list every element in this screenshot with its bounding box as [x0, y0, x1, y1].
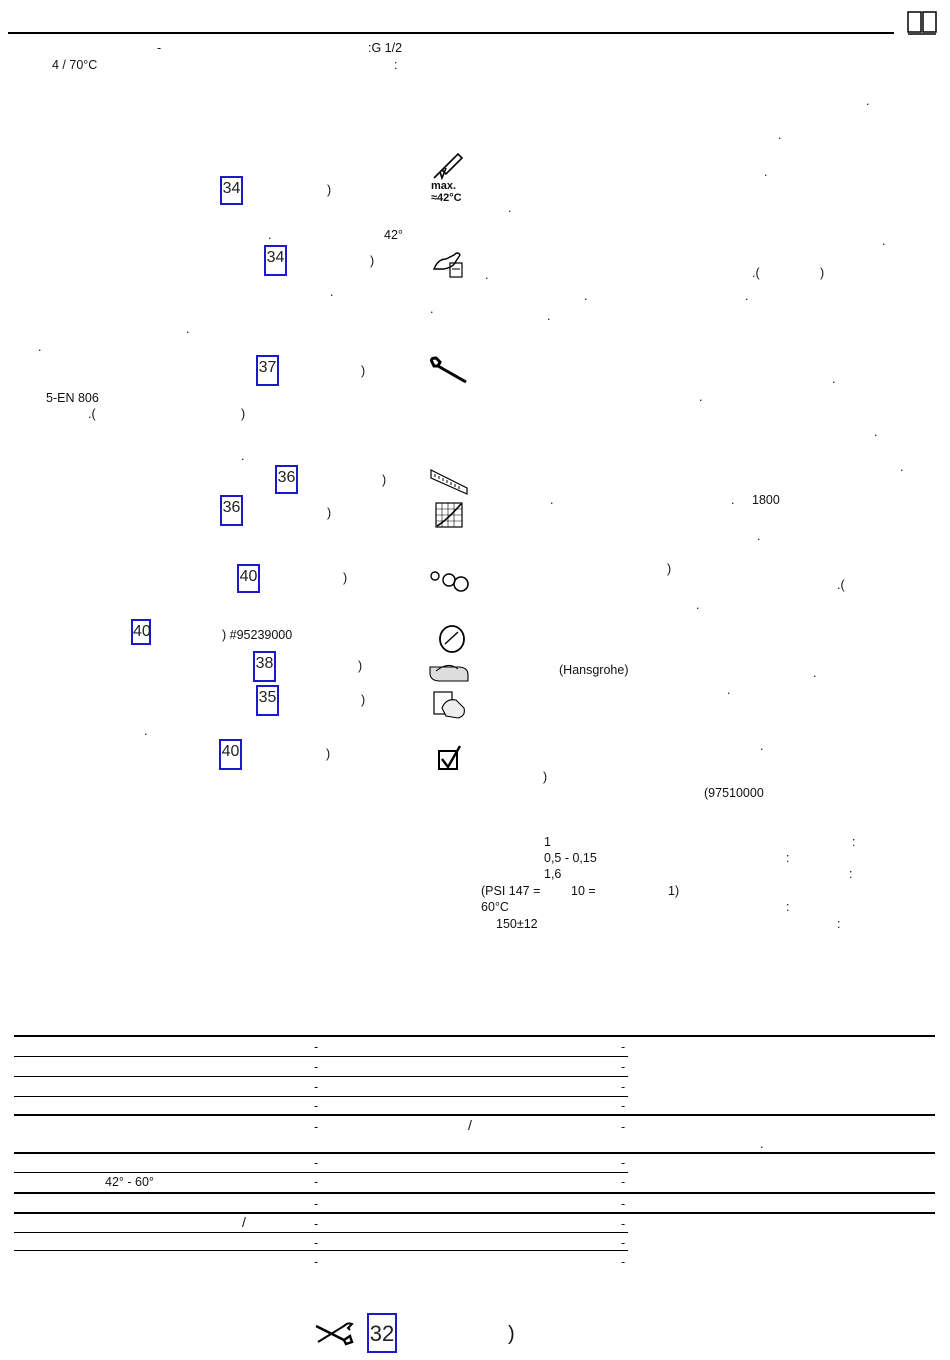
ref-close: )	[327, 183, 332, 197]
dot: .	[866, 94, 870, 108]
dot: .	[882, 234, 886, 248]
dot: .	[268, 228, 272, 242]
temp-note: 42°	[384, 228, 403, 242]
dot: .	[584, 289, 588, 303]
page-ref-box[interactable]: 40	[131, 619, 151, 645]
table-dash: -	[314, 1040, 319, 1054]
paren-close: )	[820, 266, 825, 280]
temp-range: 42° - 60°	[105, 1175, 154, 1189]
table-dot: .	[760, 1137, 764, 1151]
table-dash: -	[621, 1255, 626, 1269]
dot: .	[900, 460, 904, 474]
spec-colon: :	[849, 867, 853, 881]
part-number: ) #95239000	[222, 628, 293, 642]
spec-colon: :	[786, 900, 790, 914]
ref-close: )	[508, 1323, 515, 1345]
close-paren: )	[543, 770, 548, 784]
table-dash: -	[621, 1236, 626, 1250]
table-rule	[14, 1035, 935, 1037]
page-ref-box[interactable]: 32	[367, 1313, 397, 1353]
spec-colon: :	[786, 851, 790, 865]
dot: .	[241, 449, 245, 463]
dot: .	[38, 340, 42, 354]
table-dash: -	[314, 1236, 319, 1250]
paren-close: )	[241, 407, 246, 421]
page-ref-box[interactable]: 40	[237, 564, 260, 593]
spec-value: 150±12	[496, 917, 538, 931]
dot: .	[760, 739, 764, 753]
table-dash: -	[621, 1040, 626, 1054]
part-number-right: (97510000	[704, 786, 764, 800]
flow-chart-icon	[435, 502, 463, 528]
ref-close: )	[326, 747, 331, 761]
table-dash: -	[621, 1197, 626, 1211]
paren-open: .(	[837, 578, 845, 592]
dot: .	[485, 268, 489, 282]
spec-colon: :	[852, 835, 856, 849]
table-rule	[14, 1232, 628, 1233]
tools-icon	[314, 1320, 354, 1346]
table-dash: -	[314, 1156, 319, 1170]
paren-open: .(	[88, 407, 96, 421]
dot: .	[813, 666, 817, 680]
table-dash: -	[621, 1156, 626, 1170]
table-dash: -	[621, 1080, 626, 1094]
dot: .	[745, 289, 749, 303]
spec-value: 1)	[668, 884, 680, 898]
table-rule	[14, 1096, 628, 1097]
table-dash: -	[621, 1217, 626, 1231]
table-dash: -	[314, 1060, 319, 1074]
spec-value: (PSI 147 =	[481, 884, 541, 898]
dot: .	[696, 598, 700, 612]
table-dash: -	[621, 1060, 626, 1074]
temp-label: ≈42°C	[431, 192, 462, 204]
ref-close: )	[327, 506, 332, 520]
table-dash: -	[621, 1120, 626, 1134]
table-rule	[14, 1076, 628, 1077]
page-ref-box[interactable]: 34	[220, 176, 243, 205]
spec-value: 60°C	[481, 900, 509, 914]
dot: .	[727, 683, 731, 697]
spec-value: 1,6	[544, 867, 562, 881]
wrench-icon	[428, 356, 470, 386]
table-rule	[14, 1172, 628, 1173]
page-ref-box[interactable]: 36	[275, 465, 298, 494]
table-slash: /	[242, 1214, 246, 1230]
cleaning-hand-icon	[428, 655, 470, 685]
dial-icon	[437, 624, 467, 654]
table-dash: -	[621, 1099, 626, 1113]
dot: .	[699, 390, 703, 404]
table-rule	[14, 1192, 935, 1194]
dot: .	[731, 493, 735, 507]
page-ref-box[interactable]: 35	[256, 685, 279, 716]
max-label: max.	[431, 180, 457, 192]
page-ref-box[interactable]: 38	[253, 651, 276, 682]
table-dash: -	[314, 1099, 319, 1113]
parts-icon	[429, 568, 471, 594]
ref-close: )	[382, 473, 387, 487]
table-rule	[14, 1152, 935, 1154]
table-rule	[14, 1056, 628, 1057]
spec-dash: -	[157, 41, 162, 55]
table-dash: -	[621, 1175, 626, 1189]
table-rule	[14, 1114, 935, 1116]
table-dash: -	[314, 1197, 319, 1211]
dot: .	[832, 372, 836, 386]
spec-thread: :G 1/2	[368, 41, 403, 55]
table-dash: -	[314, 1175, 319, 1189]
dot: .	[874, 425, 878, 439]
close-paren: )	[667, 562, 672, 576]
dot: .	[757, 529, 761, 543]
ruler-icon	[429, 468, 469, 496]
ref-close: )	[370, 254, 375, 268]
dot: .	[430, 302, 434, 316]
spec-value: 0,5 - 0,15	[544, 851, 597, 865]
dot: .	[547, 309, 551, 323]
table-slash: /	[468, 1117, 472, 1133]
page-ref-box[interactable]: 37	[256, 355, 279, 386]
dot: .	[508, 201, 512, 215]
table-dash: -	[314, 1217, 319, 1231]
ref-close: )	[361, 364, 366, 378]
dot: .	[330, 285, 334, 299]
brand-name: (Hansgrohe)	[559, 663, 629, 677]
ref-close: )	[343, 571, 348, 585]
page-ref-box[interactable]: 36	[220, 495, 243, 526]
dot: .	[764, 165, 768, 179]
wiping-hand-icon	[432, 688, 468, 720]
checkbox-icon	[437, 745, 463, 771]
table-rule	[14, 1250, 628, 1251]
top-rule	[8, 32, 894, 34]
en-code: 5-EN 806	[46, 391, 99, 405]
ref-close: )	[358, 659, 363, 673]
dot: .	[550, 493, 554, 507]
spec-colon: :	[394, 58, 398, 72]
table-dash: -	[314, 1120, 319, 1134]
book-icon	[906, 8, 938, 36]
dot: .	[144, 724, 148, 738]
grease-hand-icon	[432, 247, 466, 279]
paren-open: .(	[752, 266, 760, 280]
spec-temp: 4 / 70°C	[52, 58, 98, 72]
spec-value: 10 =	[571, 884, 596, 898]
page-ref-box[interactable]: 40	[219, 739, 242, 770]
value-1800: 1800	[752, 493, 780, 507]
spec-value: 1	[544, 835, 551, 849]
spec-colon: :	[837, 917, 841, 931]
silicone-gun-icon	[432, 150, 466, 180]
table-rule	[14, 1212, 935, 1214]
table-dash: -	[314, 1255, 319, 1269]
page-ref-box[interactable]: 34	[264, 245, 287, 276]
dot: .	[186, 322, 190, 336]
table-dash: -	[314, 1080, 319, 1094]
ref-close: )	[361, 693, 366, 707]
dot: .	[778, 128, 782, 142]
